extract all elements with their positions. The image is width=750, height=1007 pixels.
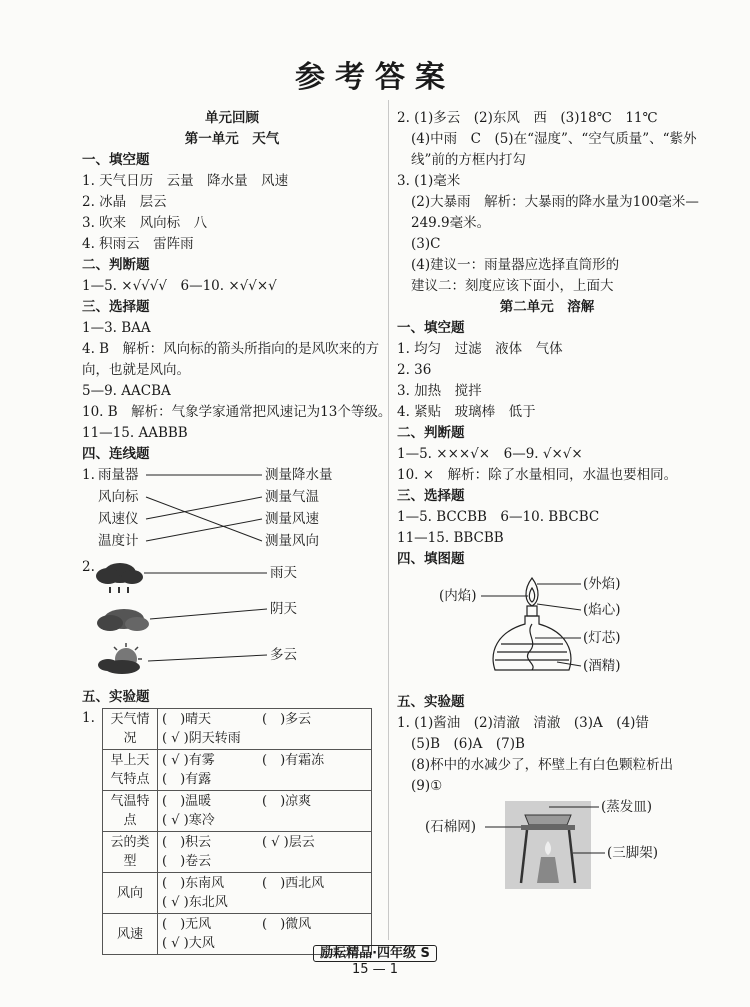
match-left-item: 雨量器 [98, 467, 139, 483]
answer-line: (5)B (6)A (7)B [411, 736, 525, 752]
match-left-item: 温度计 [98, 533, 139, 549]
option: ( √ )层云 [262, 835, 315, 850]
row-values [158, 791, 372, 832]
overcast-cloud-icon [97, 609, 149, 631]
answer-line: 11—15. BBCBB [397, 530, 504, 546]
right-column [397, 108, 697, 893]
option: ( √ )阴天转雨 [162, 731, 241, 746]
answer-line: 1. (1)酱油 (2)清澈 清澈 (3)A (4)错 [397, 715, 649, 731]
answer-line: 3. 加热 搅拌 [397, 383, 482, 399]
option: ( )有霜冻 [262, 753, 325, 768]
answer-line: 1—5. BCCBB 6—10. BBCBC [397, 509, 600, 525]
answer-line: (2)大暴雨 解析：大暴雨的降水量为100毫米— [411, 194, 699, 210]
column-divider [388, 100, 389, 940]
experiment-number: 1. [82, 710, 95, 726]
section-fill: 一、填空题 [397, 320, 465, 336]
footer-brand [0, 942, 750, 961]
answer-line: 建议二：刻度应该下面小，上面大 [411, 278, 614, 294]
evaporation-diagram [397, 797, 697, 893]
answer-line: 1—5. ×××√× 6—9. √×√× [397, 446, 583, 462]
match-right-item: 测量降水量 [265, 467, 333, 483]
answer-line: (3)C [411, 236, 441, 252]
option: ( √ )有雾 [162, 753, 215, 768]
weather-matching [82, 557, 382, 687]
page-number: 15 — 1 [351, 962, 399, 977]
answer-line: 向，也就是风向。 [82, 362, 190, 378]
answer-line: 10. × 解析：除了水量相同，水温也要相同。 [397, 467, 678, 483]
row-key: 天气情况 [103, 709, 158, 750]
weather-label: 阴天 [270, 601, 297, 617]
weather-number: 2. [82, 559, 95, 575]
match-right-item: 测量风速 [265, 511, 319, 527]
section-choice: 三、选择题 [82, 299, 150, 315]
option: ( )微风 [262, 917, 312, 932]
answer-line: 4. 紧贴 玻璃棒 低于 [397, 404, 536, 420]
option: ( )东南风 [162, 876, 225, 891]
flame-label-core: (焰心) [583, 602, 621, 618]
answer-line: 3. (1)毫米 [397, 173, 461, 189]
left-column [82, 108, 392, 955]
answer-line: 1. 均匀 过滤 液体 气体 [397, 341, 563, 357]
matching-diagram [82, 465, 382, 557]
answer-line: 11—15. AABBB [82, 425, 188, 441]
row-key: 早上天气特点 [103, 750, 158, 791]
option: ( )温暖 [162, 794, 212, 809]
alcohol-lamp-diagram [397, 574, 697, 692]
answer-line: (9)① [411, 778, 443, 794]
answer-line: 2. 冰晶 层云 [82, 194, 167, 210]
answer-line: 线”前的方框内打勾 [411, 152, 526, 168]
answer-line: 4. 积雨云 雷阵雨 [82, 236, 194, 252]
section-experiment: 五、实验题 [397, 694, 465, 710]
brand-text: 励耘精品·四年级 S [313, 945, 437, 962]
answer-line: 2. 36 [397, 362, 432, 378]
match-right-item: 测量气温 [265, 489, 319, 505]
flame-label-outer: (外焰) [583, 576, 621, 592]
option: ( )凉爽 [262, 794, 312, 809]
review-heading: 单元回顾 [205, 110, 259, 126]
answer-line: 1—5. ×√√√√ 6—10. ×√√×√ [82, 278, 277, 294]
section-judge: 二、判断题 [82, 257, 150, 273]
row-key: 风向 [103, 873, 158, 914]
evaporation-apparatus-icon [505, 801, 591, 889]
option: ( )多云 [262, 712, 312, 727]
answer-line: 1—3. BAA [82, 320, 151, 336]
flame-label-alcohol: (酒精) [583, 658, 621, 674]
section-judge: 二、判断题 [397, 425, 465, 441]
alcohol-lamp-icon [493, 578, 571, 670]
answer-line: 3. 吹来 风向标 八 [82, 215, 208, 231]
match-right-item: 测量风向 [265, 533, 319, 549]
answer-line: 249.9毫米。 [411, 215, 491, 231]
weather-label: 多云 [270, 647, 297, 663]
section-fill-diagram: 四、填图题 [397, 551, 465, 567]
option: ( )积云 [162, 835, 212, 850]
section-choice: 三、选择题 [397, 488, 465, 504]
experiment-block [82, 708, 382, 955]
option: ( )晴天 [162, 712, 212, 727]
row-key: 云的类型 [103, 832, 158, 873]
row-key: 风速 [103, 914, 158, 955]
evap-label-dish: (蒸发皿) [601, 799, 653, 815]
option: ( )无风 [162, 917, 212, 932]
match-left-item: 风向标 [98, 489, 139, 505]
match-number: 1. [82, 467, 95, 483]
page-title: 参考答案 [295, 60, 455, 95]
answer-line: (4)中雨 C (5)在“湿度”、“空气质量”、“紫外 [411, 131, 697, 147]
partly-cloudy-icon [98, 643, 142, 674]
row-values [158, 873, 372, 914]
option: ( )卷云 [162, 854, 212, 869]
option: ( √ )寒冷 [162, 813, 215, 828]
table-row [103, 873, 372, 914]
unit2-heading: 第二单元 溶解 [499, 299, 595, 315]
answer-line: 2. (1)多云 (2)东风 西 (3)18℃ 11℃ [397, 110, 658, 126]
rain-cloud-icon [96, 563, 143, 593]
answer-line: (8)杯中的水减少了，杯壁上有白色颗粒析出 [411, 757, 674, 773]
row-values [158, 709, 372, 750]
section-fill: 一、填空题 [82, 152, 150, 168]
unit1-heading: 第一单元 天气 [184, 131, 280, 147]
flame-label-inner: (内焰) [439, 588, 477, 604]
row-key: 气温特点 [103, 791, 158, 832]
answer-line: 1. 天气日历 云量 降水量 风速 [82, 173, 289, 189]
evap-label-tripod: (三脚架) [607, 845, 659, 861]
option: ( √ )大风 [162, 936, 215, 951]
table-row [103, 709, 372, 750]
section-experiment: 五、实验题 [82, 689, 150, 705]
table-row [103, 791, 372, 832]
answer-line: (4)建议一：雨量器应选择直筒形的 [411, 257, 620, 273]
experiment-table [102, 708, 372, 955]
option: ( √ )东北风 [162, 895, 228, 910]
answer-line: 4. B 解析：风向标的箭头所指向的是风吹来的方 [82, 341, 380, 357]
row-values [158, 750, 372, 791]
option: ( )有露 [162, 772, 212, 787]
section-matching: 四、连线题 [82, 446, 150, 462]
match-left-item: 风速仪 [98, 511, 139, 527]
flame-label-wick: (灯芯) [583, 630, 621, 646]
table-row [103, 750, 372, 791]
answer-line: 10. B 解析：气象学家通常把风速记为13个等级。 [82, 404, 392, 420]
weather-label: 雨天 [270, 565, 297, 581]
answer-line: 5—9. AACBA [82, 383, 171, 399]
option: ( )西北风 [262, 876, 325, 891]
table-row [103, 832, 372, 873]
evap-label-gauze: (石棉网) [425, 819, 477, 835]
row-values [158, 832, 372, 873]
